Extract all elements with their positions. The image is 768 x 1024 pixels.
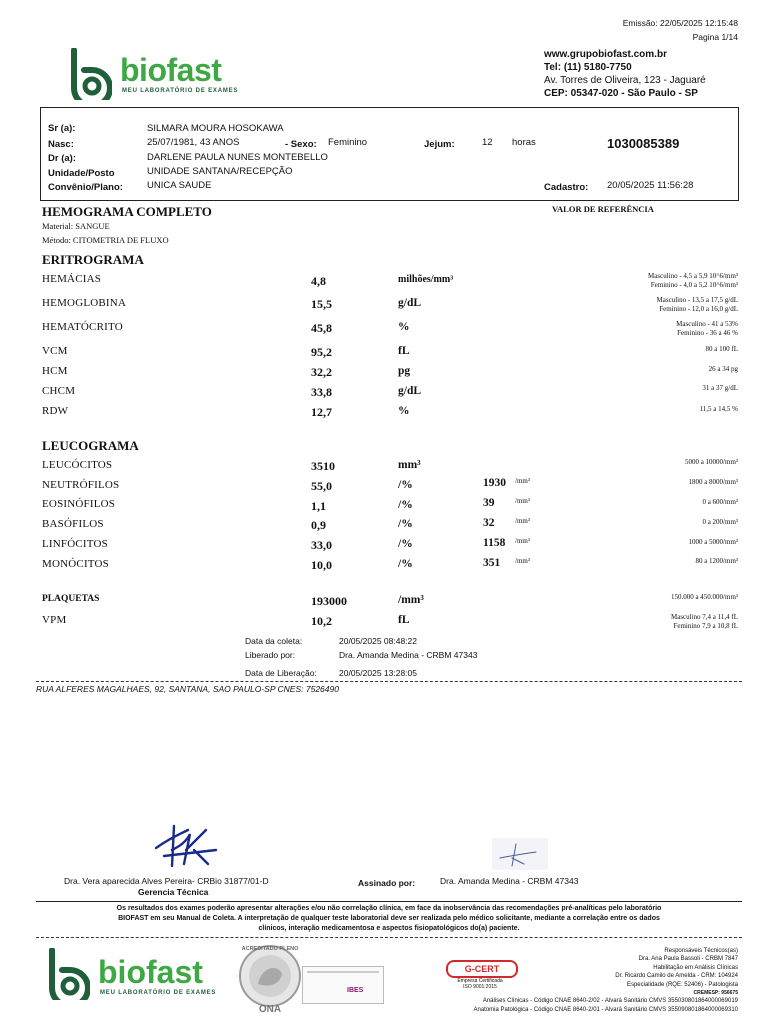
result-reference: 31 a 37 g/dL — [702, 384, 738, 392]
biofast-logo — [68, 48, 248, 100]
result-absolute-unit: /mm³ — [515, 497, 530, 505]
divider-dashed — [36, 681, 742, 682]
result-name: HEMOGLOBINA — [42, 297, 127, 309]
signature-right-name: Dra. Amanda Medina - CRBM 47343 — [440, 876, 579, 886]
divider-dashed-footer — [36, 937, 742, 938]
plan-label: Convênio/Plano: — [48, 182, 123, 193]
result-name: HEMÁCIAS — [42, 273, 102, 285]
result-name: NEUTRÓFILOS — [42, 479, 120, 491]
result-value: 10,0 — [311, 558, 332, 572]
doctor-label: Dr (a): — [48, 153, 76, 164]
result-unit: % — [398, 405, 410, 417]
unit-value: UNIDADE SANTANA/RECEPÇÃO — [147, 166, 293, 177]
lab-address: Av. Torres de Oliveira, 123 - Jaguaré — [544, 75, 706, 86]
result-value: 55,0 — [311, 479, 332, 493]
result-value: 3510 — [311, 459, 335, 473]
result-unit: /% — [398, 558, 413, 570]
result-name: LINFÓCITOS — [42, 538, 108, 550]
result-absolute-unit: /mm³ — [515, 477, 530, 485]
result-value: 15,5 — [311, 297, 332, 311]
result-reference: 26 a 34 pg — [708, 365, 738, 373]
material: Material: SANGUE — [42, 221, 110, 231]
result-name: MONÓCITOS — [42, 558, 109, 570]
ona-brand: ONA — [258, 1004, 282, 1015]
result-unit: /% — [398, 518, 413, 530]
lab-contact — [544, 48, 706, 100]
result-value: 4,8 — [311, 274, 326, 288]
ibes-logo: IBES — [347, 987, 364, 994]
result-reference: 5000 a 10000/mm³ — [684, 458, 738, 466]
release-date: 20/05/2025 13:28:05 — [339, 668, 417, 678]
result-name: VCM — [42, 345, 68, 357]
result-value: 32,2 — [311, 365, 332, 379]
exam-title: HEMOGRAMA COMPLETO — [42, 204, 212, 219]
result-value: 33,8 — [311, 385, 332, 399]
release-date-label: Data de Liberação: — [245, 668, 317, 678]
collect-date: 20/05/2025 08:48:22 — [339, 636, 417, 646]
result-name: RDW — [42, 405, 69, 417]
result-absolute-unit: /mm³ — [515, 537, 530, 545]
fast-label: Jejum: — [424, 139, 455, 150]
vpm-name: VPM — [42, 614, 67, 626]
result-name: HCM — [42, 365, 68, 377]
biofast-logo-tagline: MEU LABORATÓRIO DE EXAMES — [122, 88, 239, 94]
result-value: 33,0 — [311, 538, 332, 552]
footer-biofast-logo-icon — [46, 948, 90, 1000]
vpm-unit: fL — [398, 614, 410, 626]
result-unit: /% — [398, 538, 413, 550]
result-name: BASÓFILOS — [42, 518, 104, 530]
vpm-reference: Masculino 7,4 a 11,4 fL Feminino 7,9 a 10,8 fL — [670, 613, 738, 630]
result-name: CHCM — [42, 385, 76, 397]
order-number: 1030085389 — [607, 136, 680, 151]
result-reference: 0 a 200/mm³ — [702, 518, 738, 526]
doctor-name: DARLENE PAULA NUNES MONTEBELLO — [147, 152, 328, 163]
biofast-logo-icon — [68, 48, 112, 100]
gcert-iso: ISO 9001:2015 — [463, 984, 497, 990]
gcert-sub: Empresa Certificada — [457, 978, 503, 984]
location-line: RUA ALFERES MAGALHAES, 92, SANTANA, SAO PAULO-SP CNES: 7526490 — [36, 684, 339, 694]
result-value: 45,8 — [311, 321, 332, 335]
result-unit: milhões/mm³ — [398, 274, 454, 285]
registration-label: Cadastro: — [544, 182, 589, 193]
result-reference: 11,5 a 14,5 % — [699, 405, 738, 413]
signature-left-role: Gerencia Técnica — [138, 887, 209, 897]
result-unit: fL — [398, 345, 410, 357]
result-reference: Masculino - 41 a 53% Feminino - 36 a 46 % — [676, 320, 738, 337]
footer-biofast-logo — [46, 948, 226, 1000]
technical-responsibles: Responsáveis Técnicos(as) Dra. Ana Paula Bassoli - CRBM 7847 Habilitação em Análisis Clínicas Dr. Ricardo Camilo de Amelda - CRM: 104924 Especialidade (RQE: 52406) - Patologista CREMESP: 956675 Análises Clínicas - Código CNAE 8640-2/02 - Alvará Sanitário CMVS 355030801864000069019 Anatomia Patológica - Código CNAE 8640-2/01 - Alvará Sanitário CMVS 355090801864000069310 — [473, 948, 738, 1013]
signature-left-image — [150, 820, 220, 872]
signature-right-image — [492, 838, 548, 870]
sex-value: Feminino — [328, 137, 368, 148]
result-reference: Masculino - 13,5 a 17,5 g/dL Feminino - 12,0 a 16,0 g/dL — [656, 296, 738, 313]
eritrograma-title: ERITROGRAMA — [42, 252, 144, 267]
result-reference: 80 a 1200/mm³ — [695, 557, 738, 565]
registration-date: 20/05/2025 11:56:28 — [607, 180, 694, 191]
biofast-logo-text: biofast — [120, 52, 222, 88]
lab-cep: CEP: 05347-020 - São Paulo - SP — [544, 88, 698, 99]
result-reference: Masculino - 4,5 a 5,9 10^6/mm³ Feminino - 4,0 a 5,2 10^6/mm³ — [648, 272, 738, 289]
plan-value: UNICA SAUDE — [147, 180, 212, 191]
ona-seal — [236, 944, 304, 1016]
result-value: 95,2 — [311, 345, 332, 359]
result-value: 12,7 — [311, 405, 332, 419]
result-absolute: 32 — [483, 517, 495, 529]
result-absolute: 39 — [483, 497, 495, 509]
result-unit: g/dL — [398, 297, 422, 309]
result-unit: /% — [398, 499, 413, 511]
result-name: EOSINÓFILOS — [42, 498, 116, 510]
emission-block — [623, 16, 738, 44]
gcert-logo: G-CERT — [446, 960, 518, 978]
plaquetas-name: PLAQUETAS — [42, 594, 100, 604]
reference-header: VALOR DE REFERÊNCIA — [552, 204, 654, 214]
result-name: HEMATÓCRITO — [42, 321, 123, 333]
divider-solid — [36, 901, 742, 902]
result-reference: 0 a 600/mm³ — [702, 498, 738, 506]
plaquetas-reference: 150.000 a 450.000/mm³ — [670, 593, 738, 601]
result-name: LEUCÓCITOS — [42, 459, 113, 471]
result-reference: 1000 a 5000/mm³ — [688, 538, 738, 546]
footer-logo-text: biofast — [98, 954, 203, 990]
result-unit: /% — [398, 479, 413, 491]
fast-unit: horas — [512, 137, 536, 148]
result-absolute: 351 — [483, 557, 501, 569]
result-unit: % — [398, 321, 410, 333]
result-unit: g/dL — [398, 385, 422, 397]
emission-datetime: Emissão: 22/05/2025 12:15:48 — [622, 18, 738, 28]
disclaimer: Os resultados dos exames poderão apresentar alterações e/ou não correlação clínica, em face da inobservância das recomendações pré-analíticas pelo laboratório BIOFAST em seu Manual de Coleta. A interpretação de qualquer teste laboratorial deve ser realizada pelo médico solicitante, mediante a correlação entre os dados clínicos, interação medicamentosa e aspectos fisiopatológicos do(a) paciente. — [116, 905, 662, 932]
result-value: 1,1 — [311, 499, 326, 513]
footer-logo-tagline: MEU LABORATÓRIO DE EXAMES — [100, 990, 217, 996]
plaquetas-unit: /mm³ — [398, 594, 424, 606]
result-reference: 1800 a 8000/mm³ — [688, 478, 738, 486]
vpm-value: 10,2 — [311, 614, 332, 628]
signature-right-stroke — [492, 838, 548, 870]
plaquetas-value: 193000 — [311, 594, 347, 608]
result-value: 0,9 — [311, 518, 326, 532]
unit-label: Unidade/Posto — [48, 168, 115, 179]
released-by-label: Liberado por: — [245, 650, 296, 660]
fast-value: 12 — [482, 137, 493, 148]
patient-name: SILMARA MOURA HOSOKAWA — [147, 123, 284, 134]
leucograma-title: LEUCOGRAMA — [42, 438, 139, 453]
ona-seal-text: ACREDITADO PLENO — [241, 946, 299, 952]
result-absolute-unit: /mm³ — [515, 517, 530, 525]
result-absolute: 1158 — [483, 537, 506, 549]
birth-label: Nasc: — [48, 139, 74, 150]
ona-seal-icon — [236, 944, 304, 1008]
result-absolute: 1930 — [483, 477, 506, 489]
page-number: Pagina 1/14 — [692, 32, 738, 42]
lab-phone: Tel: (11) 5180-7750 — [544, 62, 632, 73]
method: Método: CITOMETRIA DE FLUXO — [42, 235, 169, 245]
patient-name-label: Sr (a): — [48, 123, 76, 134]
result-unit: mm³ — [398, 459, 421, 471]
result-unit: pg — [398, 365, 411, 377]
released-by: Dra. Amanda Medina - CRBM 47343 — [339, 650, 478, 660]
birth-date: 25/07/1981, 43 ANOS — [147, 137, 240, 148]
collect-label: Data da coleta: — [245, 636, 303, 646]
result-absolute-unit: /mm³ — [515, 557, 530, 565]
signature-left-name: Dra. Vera aparecida Alves Pereira- CRBio 31877/01-D — [64, 876, 269, 886]
sex-label: - Sexo: — [285, 139, 317, 150]
signed-by-label: Assinado por: — [358, 878, 416, 888]
lab-website: www.grupobiofast.com.br — [544, 49, 667, 60]
result-reference: 80 a 100 fL — [705, 345, 738, 353]
